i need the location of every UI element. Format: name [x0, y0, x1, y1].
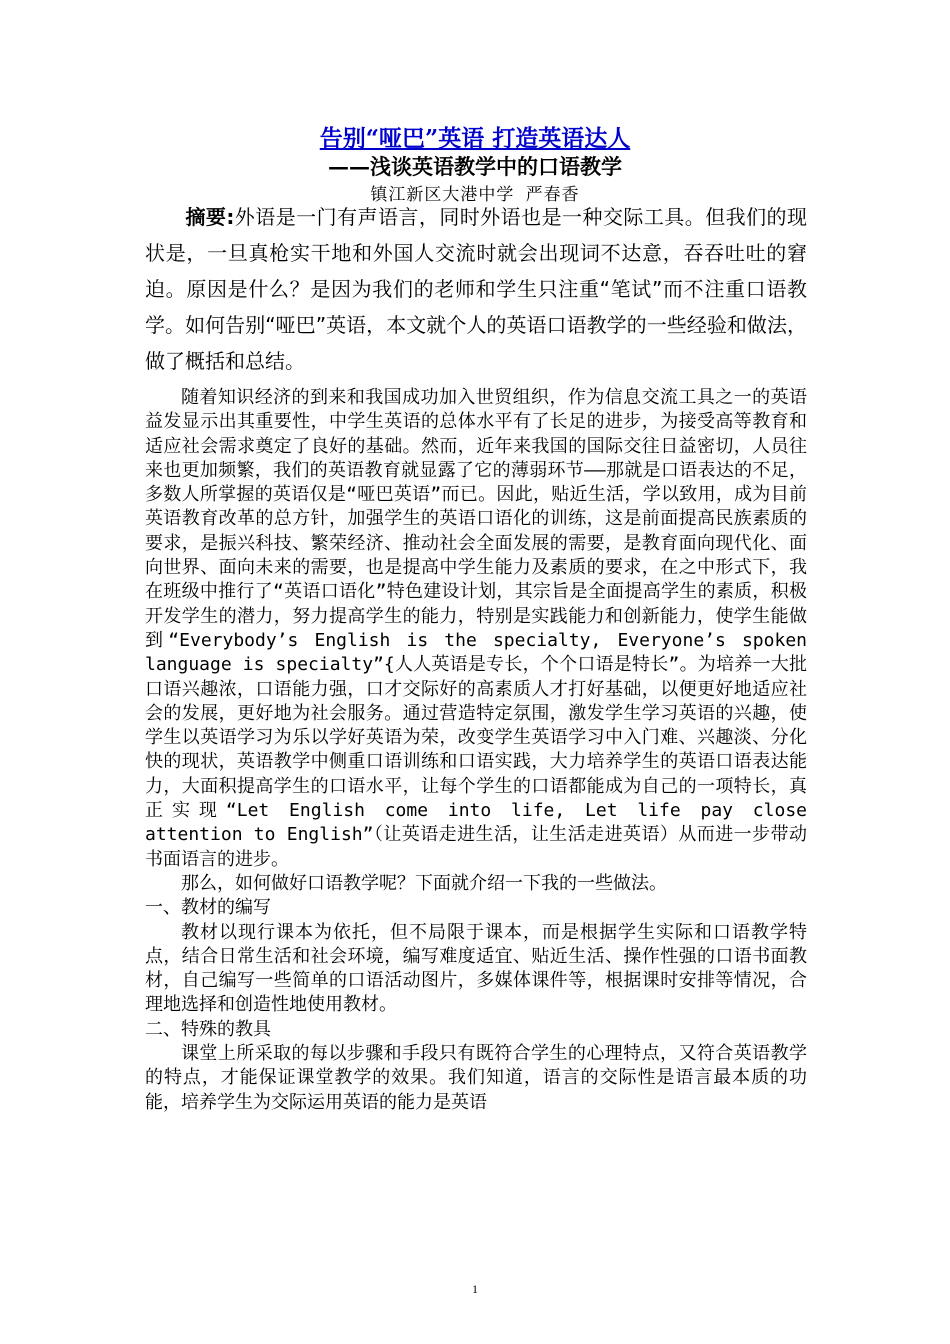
section-heading: 一、教材的编写	[145, 897, 271, 919]
document-subtitle: ——浅谈英语教学中的口语教学	[328, 154, 622, 179]
document-title: 告别“哑巴”英语 打造英语达人	[319, 125, 631, 152]
abstract-text: 外语是一门有声语言，同时外语也是一种交际工具。但我们的现状是，一旦真枪实干地和外国人交流时就会出现词不达意，吞吞吐吐的窘迫。原因是什么？是因为我们的老师和学生只注重“笔试”而不注重口语教学。如何告别“哑巴”英语，本文就个人的英语口语教学的一些经验和做法，做了概括和总结。	[145, 205, 808, 373]
abstract	[145, 199, 807, 379]
paragraph: 随着知识经济的到来和我国成功加入世贸组织，作为信息交流工具之一的英语益发显示出其重要性，中学生英语的总体水平有了长足的进步，为接受高等教育和适应社会需求奠定了良好的基础。然而，近年来我国的国际交往日益密切，人员往来也更加频繁，我们的英语教育就显露了它的薄弱环节——那就是口语表达的不足，多数人所掌握的英语仅是“哑巴英语”而已。因此，贴近生活，学以致用，成为目前英语教育改革的总方针，加强学生的英语口语化的训练，这是前面提高民族素质的要求，是振兴科技、繁荣经济、推动社会全面发展的需要，是教育面向现代化、面向世界、面向未来的需要，也是提高中学生能力及素质的要求，在之中形式下，我在班级中推行了“英语口语化”特色建设计划，其宗旨是全面提高学生的素质，积极开发学生的潜力，努力提高学生的能力，特别是实践能力和创新能力，使学生能做到“Everybody’s English is the specialty, Everyone’s spoken language is specialty”{人人英语是专长，个个口语是特长”。为培养一大批口语兴趣浓，口语能力强，口才交际好的高素质人才打好基础，以便更好地适应社会的发展，更好地为社会服务。通过营造特定氛围，激发学生学习英语的兴趣，使学生以英语学习为乐以学好英语为荣，改变学生英语学习中入门难、兴趣淡、分化快的现状，英语教学中侧重口语训练和口语实践，大力培养学生的英语口语表达能力，大面积提高学生的口语水平，让每个学生的口语都能成为自己的一项特长，真正实现“Let English come into life, Let life pay close attention to English”（让英语走进生活，让生活走进英语）从而进一步带动书面语言的进步。	[145, 387, 807, 870]
section-heading: 二、特殊的教具	[145, 1018, 271, 1040]
paragraph: 课堂上所采取的每以步骤和手段只有既符合学生的心理特点，又符合英语教学的特点，才能保证课堂教学的效果。我们知道，语言的交际性是语言最本质的功能，培养学生为交际运用英语的能力是英语	[145, 1043, 807, 1113]
abstract-label: 摘要:	[185, 205, 235, 229]
paragraph: 教材以现行课本为依托，但不局限于课本，而是根据学生实际和口语教学特点，结合日常生活和社会环境，编写难度适宜、贴近生活、操作性强的口语书面教材，自己编写一些简单的口语活动图片，多媒体课件等，根据课时安排等情况，合理地选择和创造性地使用教材。	[145, 921, 807, 1016]
paragraph: 那么，如何做好口语教学呢？下面就介绍一下我的一些做法。	[181, 872, 667, 894]
author-line: 镇江新区大港中学 严春香	[370, 185, 580, 205]
page-number: 1	[472, 1282, 478, 1296]
body-text	[145, 386, 807, 1115]
